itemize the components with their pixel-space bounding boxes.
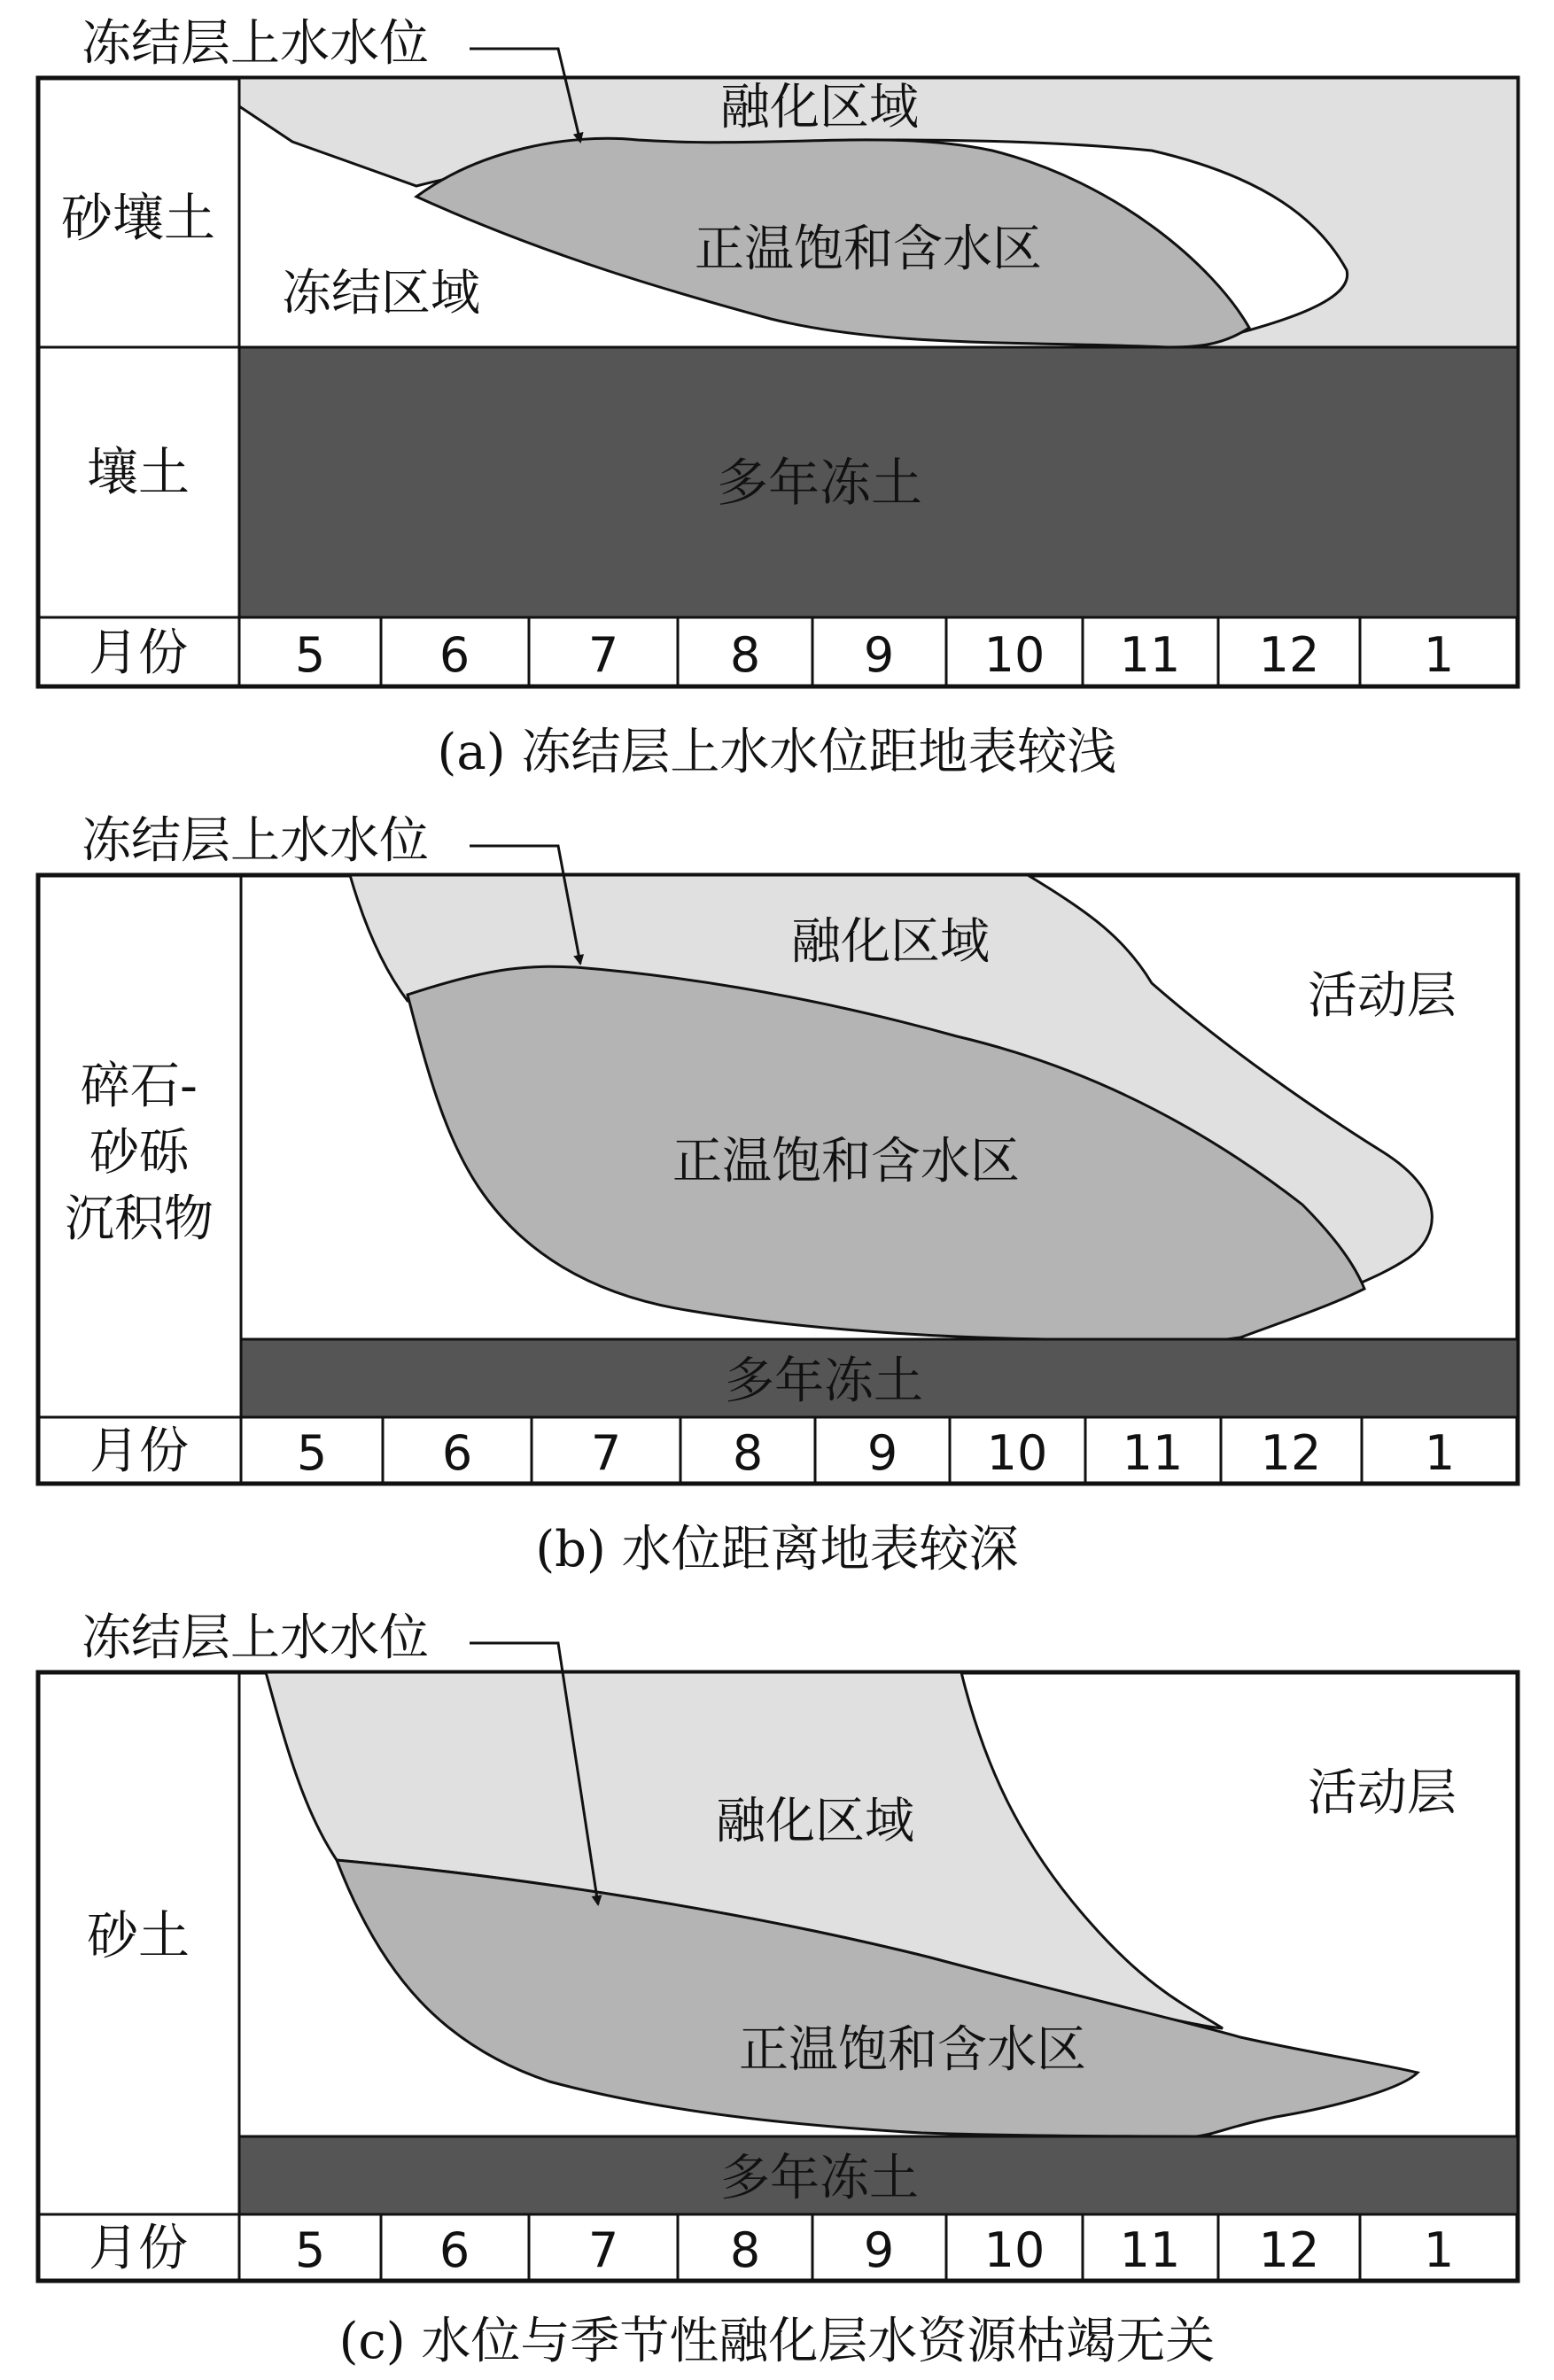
panel-a-month-label: 1 [1423, 627, 1455, 683]
panel-c-saturated-label: 正温饱和含水区 [739, 2021, 1086, 2079]
panel-c-month-label: 5 [294, 2222, 326, 2278]
panel-c-month-label: 6 [439, 2222, 470, 2278]
panel-b-month-label: 8 [732, 1425, 764, 1481]
panel-a-month-label: 7 [587, 627, 619, 683]
panel-b-month-label: 5 [296, 1425, 328, 1481]
panel-a-layer-label-top: 砂壤土 [60, 188, 216, 248]
panel-c-month-label: 12 [1258, 2222, 1320, 2278]
panel-a-saturated-label: 正温饱和含水区 [695, 221, 1042, 278]
panel-b-layer-label-line3: 沉积物 [65, 1190, 214, 1248]
panel-c [38, 1609, 1518, 2370]
panel-b-month-label: 9 [866, 1425, 898, 1481]
panel-b-months-header: 月份 [89, 1423, 189, 1480]
panel-b-month-label: 7 [590, 1425, 622, 1481]
panel-a-month-label: 8 [729, 627, 761, 683]
panel-a-frozen-label: 冻结区域 [282, 265, 480, 322]
panel-a-layer-label-bottom: 壤土 [86, 442, 190, 502]
panel-b-month-label: 12 [1260, 1425, 1322, 1481]
panel-b-thawed-label: 融化区域 [791, 913, 990, 971]
panel-c-month-label: 9 [863, 2222, 895, 2278]
panel-a-month-label: 5 [294, 627, 326, 683]
panel-b-month-label: 11 [1122, 1425, 1184, 1481]
panel-b-saturated-label: 正温饱和含水区 [672, 1133, 1020, 1190]
panel-b-month-label: 10 [986, 1425, 1048, 1481]
panel-c-month-label: 11 [1119, 2222, 1181, 2278]
panel-a-month-label: 10 [983, 627, 1045, 683]
panel-a-month-label: 11 [1119, 627, 1181, 683]
panel-c-active-label: 活动层 [1308, 1764, 1457, 1822]
panel-c-caption: (c) 水位与季节性融化层水资源枯竭无关 [338, 2313, 1216, 2370]
panel-b [38, 812, 1518, 1578]
panel-b-layer-label-line1: 碎石- [80, 1058, 198, 1115]
panel-c-month-label: 1 [1423, 2222, 1455, 2278]
panel-a-permafrost-label: 多年冻土 [716, 453, 923, 513]
panel-c-month-label: 10 [983, 2222, 1045, 2278]
panel-b-caption: (b) 水位距离地表较深 [535, 1521, 1019, 1578]
panel-c-months-header: 月份 [89, 2220, 188, 2277]
panel-b-months-row [38, 1417, 1518, 1484]
panel-b-permafrost-label: 多年冻土 [725, 1353, 923, 1410]
panel-a-month-label: 12 [1258, 627, 1320, 683]
panel-a [38, 15, 1518, 781]
panel-a-months-row [38, 617, 1518, 686]
panel-a-caption: (a) 冻结层上水水位距地表较浅 [437, 724, 1117, 781]
panel-c-month-label: 7 [587, 2222, 619, 2278]
panel-c-permafrost-label: 多年冻土 [720, 2150, 919, 2207]
panel-a-month-label: 9 [863, 627, 895, 683]
panel-a-water-table-label: 冻结层上水水位 [82, 15, 429, 73]
panel-b-month-label: 1 [1424, 1425, 1456, 1481]
panel-b-water-table-label: 冻结层上水水位 [82, 812, 429, 870]
panel-c-thawed-label: 融化区域 [716, 1793, 914, 1850]
panel-c-water-table-label: 冻结层上水水位 [82, 1609, 429, 1667]
panel-c-layer-label: 砂土 [86, 1905, 190, 1965]
panel-a-thawed-label: 融化区域 [720, 79, 919, 136]
panel-b-layer-label-line2: 砂砾 [89, 1124, 189, 1182]
panel-a-months-header: 月份 [89, 624, 188, 682]
panel-b-active-label: 活动层 [1308, 967, 1457, 1025]
panel-a-month-label: 6 [439, 627, 470, 683]
panel-c-month-label: 8 [729, 2222, 761, 2278]
panel-b-month-label: 6 [441, 1425, 473, 1481]
panel-c-months-row [38, 2214, 1518, 2281]
